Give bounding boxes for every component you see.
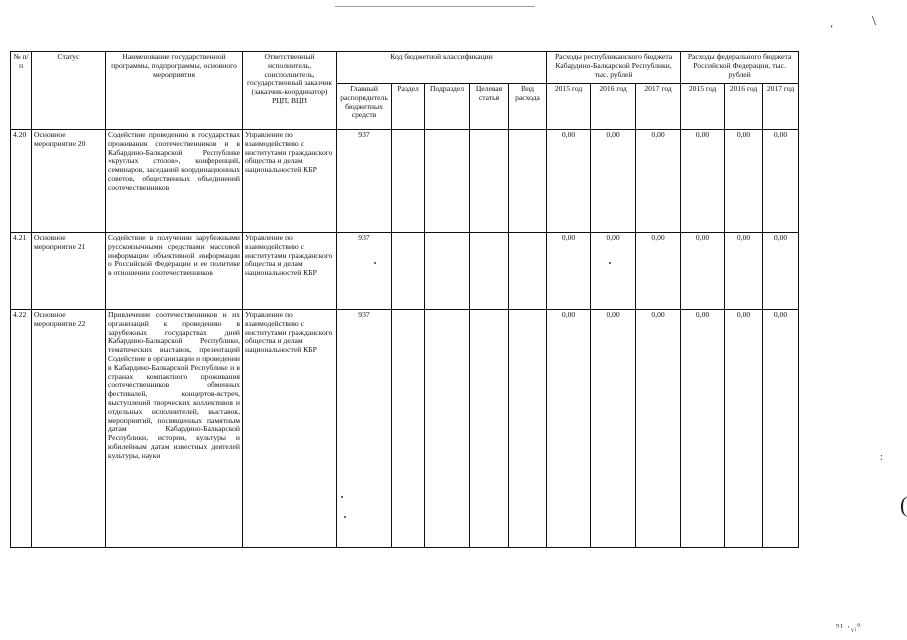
- table-row: [11, 233, 799, 310]
- row-vid: [509, 310, 547, 548]
- rep-2016: 0,00: [591, 130, 636, 233]
- table-row: [11, 310, 799, 548]
- scan-speck: [609, 262, 611, 264]
- row-cel: [470, 233, 509, 310]
- col-header-cel: Целевая статья: [470, 84, 509, 130]
- col-header-podrazdel: Подраздел: [425, 84, 470, 130]
- stray-mark: :: [880, 452, 883, 463]
- col-header-year: 2017 год: [763, 84, 799, 130]
- row-grbs: 937: [337, 310, 392, 548]
- row-status: Основное мероприятие 21: [32, 233, 106, 310]
- row-name: Привлечение соотечественников и их организаций к проведению в зарубежных государствах дней Кабардино-Балкарской Республики, тематических выставок, презентаций Содействие в организации и проведении в Кабардино-Балкарской Республике и в странах компактного проживания соотечественников обменных фестивалей, концертов-встреч, выступлений творческих коллективов и отдельных исполнителей, выставок, мероприятий, посвященных памятным датам Кабардино-Балкарской Республики, истории, культуры и юбилейным датам известных деятелей культуры, науки: [106, 310, 243, 548]
- handwritten-page-mark: ⁹¹ ·ᵧᵢ°: [836, 622, 862, 632]
- scan-speck: [374, 262, 376, 264]
- row-razdel: [392, 310, 425, 548]
- rep-2017: 0,00: [636, 233, 681, 310]
- col-header-fed-expenses: Расходы федерального бюджета Российской Федерации, тыс. рублей: [681, 52, 799, 84]
- stray-mark: \: [872, 14, 876, 29]
- row-executor: Управление по взаимодействию с институтами гражданского общества и делам национальностей КБР: [243, 130, 337, 233]
- row-podrazdel: [425, 233, 470, 310]
- col-header-grbs: Главный распорядитель бюджетных средств: [337, 84, 392, 130]
- fed-2017: 0,00: [763, 130, 799, 233]
- col-header-vid: Вид расхода: [509, 84, 547, 130]
- row-razdel: [392, 130, 425, 233]
- fed-2017: 0,00: [763, 310, 799, 548]
- row-vid: [509, 130, 547, 233]
- rep-2015: 0,00: [547, 233, 591, 310]
- row-status: Основное мероприятие 22: [32, 310, 106, 548]
- row-number: 4.20: [11, 130, 32, 233]
- col-header-rep-expenses: Расходы республиканского бюджета Кабардино-Балкарской Республики, тыс. рублей: [547, 52, 681, 84]
- row-razdel: [392, 233, 425, 310]
- rep-2016: 0,00: [591, 233, 636, 310]
- top-rule: [335, 6, 535, 7]
- col-header-year: 2015 год: [547, 84, 591, 130]
- row-number: 4.22: [11, 310, 32, 548]
- row-vid: [509, 233, 547, 310]
- row-cel: [470, 310, 509, 548]
- fed-2015: 0,00: [681, 310, 725, 548]
- col-header-year: 2016 год: [591, 84, 636, 130]
- col-header-num: № п/п: [11, 52, 32, 130]
- fed-2015: 0,00: [681, 130, 725, 233]
- fed-2016: 0,00: [725, 310, 763, 548]
- scan-speck: [341, 496, 343, 498]
- stray-mark: (: [900, 492, 907, 517]
- col-header-year: 2017 год: [636, 84, 681, 130]
- row-podrazdel: [425, 310, 470, 548]
- row-executor: Управление по взаимодействию с институтами гражданского общества и делам национальностей КБР: [243, 310, 337, 548]
- fed-2016: 0,00: [725, 233, 763, 310]
- col-header-year: 2016 год: [725, 84, 763, 130]
- col-header-razdel: Раздел: [392, 84, 425, 130]
- table-row: [11, 130, 799, 233]
- col-header-kbk: Код бюджетной классификации: [337, 52, 547, 84]
- row-number: 4.21: [11, 233, 32, 310]
- fed-2016: 0,00: [725, 130, 763, 233]
- row-cel: [470, 130, 509, 233]
- fed-2017: 0,00: [763, 233, 799, 310]
- rep-2016: 0,00: [591, 310, 636, 548]
- budget-table: [10, 51, 799, 548]
- col-header-executor: Ответственный исполнитель, соисполнитель, государственный заказчик (заказчик-координатор) РЦП, ВЦП: [243, 52, 337, 130]
- col-header-name: Наименование государственной программы, подпрограммы, основного мероприятия: [106, 52, 243, 130]
- row-grbs: 937: [337, 233, 392, 310]
- row-grbs: 937: [337, 130, 392, 233]
- scan-speck: [344, 516, 346, 518]
- rep-2017: 0,00: [636, 130, 681, 233]
- row-name: Содействие проведению в государствах проживания соотечественников и в Кабардино-Балкарской Республике «круглых столов», конференций, семинаров, заседаний координационных советов, общественных объединений соотечественников: [106, 130, 243, 233]
- rep-2015: 0,00: [547, 130, 591, 233]
- row-podrazdel: [425, 130, 470, 233]
- stray-mark: ‘: [830, 24, 834, 35]
- rep-2017: 0,00: [636, 310, 681, 548]
- col-header-year: 2015 год: [681, 84, 725, 130]
- row-name: Содействие в получении зарубежными русскоязычными средствами массовой информации объективной информации о Российской Федерации и ее политике в отношении соотечественников: [106, 233, 243, 310]
- row-status: Основное мероприятие 20: [32, 130, 106, 233]
- row-executor: Управление по взаимодействию с институтами гражданского общества и делам национальностей КБР: [243, 233, 337, 310]
- fed-2015: 0,00: [681, 233, 725, 310]
- rep-2015: 0,00: [547, 310, 591, 548]
- col-header-status: Статус: [32, 52, 106, 130]
